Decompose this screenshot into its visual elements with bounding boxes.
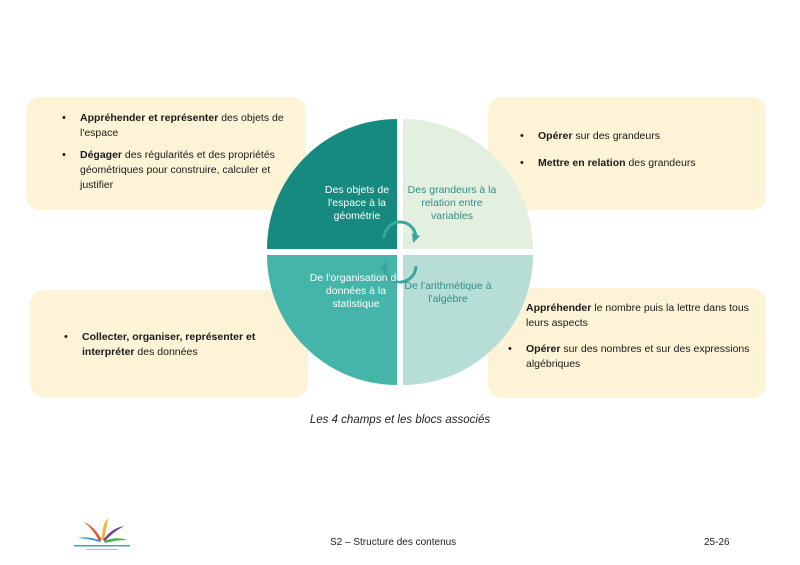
list-item: • Appréhender et représenter des objets de l'espace	[56, 111, 296, 141]
quadrant-label-geometry: Des objets de l'espace à la géométrie	[324, 184, 390, 222]
quadrant-label-quantities: Des grandeurs à la relation entre variables	[407, 184, 497, 222]
footer-page-number: 25-26	[704, 537, 730, 548]
list-item: • Appréhender le nombre puis la lettre dans tous leurs aspects	[502, 301, 756, 331]
quadrant-label-statistics: De l'organisation de données à la statistique	[309, 272, 403, 310]
institution-logo	[72, 518, 132, 552]
list-item: • Mettre en relation des grandeurs	[514, 156, 756, 171]
quadrant-label-algebra: De l'arithmétique à l'algèbre	[404, 280, 492, 305]
list-item: • Collecter, organiser, représenter et interpréter des données	[58, 330, 298, 360]
footer-section-title: S2 – Structure des contenus	[330, 537, 457, 548]
list-item: • Opérer sur des nombres et sur des expressions algébriques	[502, 342, 756, 372]
figure-caption: Les 4 champs et les blocs associés	[309, 414, 491, 426]
list-item: • Opérer sur des grandeurs	[514, 129, 756, 144]
list-item: • Dégager des régularités et des propriétés géométriques pour construire, calculer et justifier	[56, 148, 296, 193]
four-fields-wheel	[260, 112, 540, 392]
quadrant-algebra	[403, 255, 533, 385]
